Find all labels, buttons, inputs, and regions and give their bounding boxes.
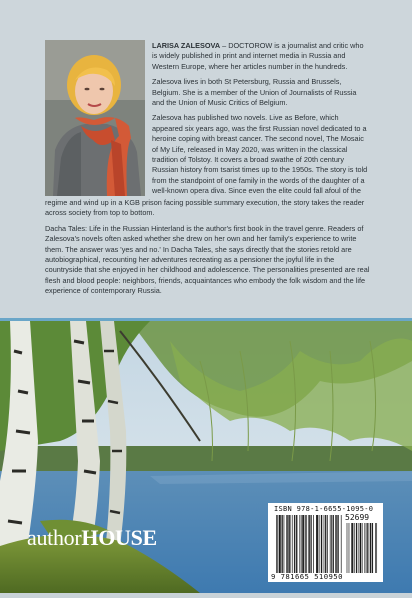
author-bio-right-column [152,41,370,202]
bio-paragraph-4: Dacha Tales: Life in the Russian Hinterland is the author's first book in the travel genre. Readers of Zalesova's novels often asked whether she drew on her own and her family's experience to write them. The answer was 'yes and no.' In Dacha Tales, she says directly that the stories retold are autobiographical, recounting her adventures recreating as a pensioner the joyful life in the countryside that she enjoyed in her childhood and adolescence. The personalities presented are real flesh and blood people: neighbors, friends, acquaintances who embody the folk wisdom and the life experience of contemporary Russia. [45,223,370,296]
ean-number: 9 781665 510950 [271,572,343,581]
bio-paragraph-3-bottom: regime and wind up in a KGB prison facing possible summary execution, the story takes the reader across society from top to bottom. [45,198,365,218]
publisher-logo [27,525,157,551]
price-code: 52699 [345,513,370,522]
author-name: LARISA ZALESOVA [152,41,221,50]
bio-paragraph-3-top: Zalesova has published two novels. Live as Before, which appeared six years ago, was the first Russian novel dedicated to a heroine coping with breast cancer. The second novel, The Mosaic of My Life, released in May 2020, was written in the classical tradition of Tolstoy. It covers a broad swathe of 20th century Russian history from tsarist times up to the 1950s. The story is told from the standpoint of one family in the words of the daughter of a well-known opera diva. Since even the elite could fall afoul of the [152,113,368,196]
logo-part-house: HOUSE [81,525,157,550]
author-photo [45,40,145,196]
ean-main-bars [276,515,342,573]
isbn-label: ISBN 978-1-6655-1095-0 [274,505,374,513]
logo-part-author: author [27,525,82,550]
author-bio-full-column [45,198,370,302]
isbn-barcode [268,503,383,582]
bio-paragraph-1 [152,41,370,72]
bio-paragraph-2: Zalesova lives in both St Petersburg, Russia and Brussels, Belgium. She is a member of the Union of Journalists of Russia and the Union of Music Critics of Belgium. [152,77,357,108]
bio-intro: – DOCTOROW is a journalist and critic who is widely published in print and internet media in Russia and Western Europe, where her articles number in the hundreds. [152,41,364,71]
ean-addon-bars [346,523,378,573]
